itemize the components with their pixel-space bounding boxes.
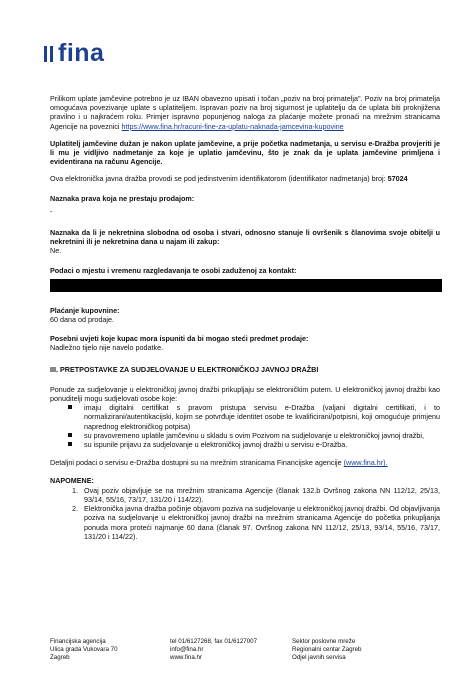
footer-website[interactable]: www.fina.hr (170, 654, 202, 661)
list-item: imaju digitalni certifikat s pravom pristupa servisu e-Dražba (valjani digitalni certifikati, i to normalizirani/autentikacijski, kojim se potvrđuje identitet osobe te kvalificirani/potpisni, koji omogućuje primjenu naprednog elektroničkog potpisa) (68, 403, 440, 431)
warning-paragraph: Uplatitelj jamčevine dužan je nakon uplate jamčevine, a prije početka nadmetanja, u servisu e-Dražba provjeriti je li mu je vidljivo nadmetanje za koje je uplatio jamčevinu, što je znak da je uplata jamčevine primljena i evidentirana na računu Agencije. (50, 138, 440, 167)
square-bullet-icon (68, 405, 72, 409)
payment-value: 60 dana od prodaje. (50, 315, 114, 325)
notes-heading: NAPOMENE: (50, 476, 94, 486)
requirements-list (50, 403, 440, 449)
conditions-label: Posebni uvjeti koje kupac mora ispuniti da bi mogao steći predmet prodaje: (50, 334, 309, 344)
details-link[interactable]: (www.fina.hr). (343, 458, 388, 468)
footer-contact: tel 01/6127268, fax 01/6127007 info@fina.hr www.fina.hr (170, 638, 258, 661)
payment-label: Plaćanje kupovnine: (50, 305, 120, 315)
occupancy-label: Naznaka da li je nekretnina slobodna od osoba i stvari, odnosno stanuje li ovršenik s članovima svoje obitelji u nekretnini ili je nekretnina dana u najam ili zakup: (50, 228, 440, 247)
details-paragraph (50, 458, 440, 467)
footer-email[interactable]: info@fina.hr (170, 646, 204, 653)
square-bullet-icon (68, 433, 72, 437)
rights-label: Naznaka prava koja ne prestaju prodajom: (50, 193, 195, 203)
document-body (50, 94, 440, 541)
details-text: Detaljni podaci o servisu e-Dražba dostupni su na mrežnim stranicama Financijske agencije (50, 458, 342, 468)
conditions-value: Nadležno tijelo nije navelo podatke. (50, 343, 164, 353)
rights-value: - (50, 206, 53, 216)
identifier-paragraph (50, 174, 440, 183)
footer-department: Sektor poslovne mreže Regionalni centar Zagreb Odjel javnih servisa (292, 638, 362, 661)
intro-paragraph (50, 94, 440, 131)
notes-list (50, 486, 440, 541)
intro-text: Prilikom uplate jamčevine potrebno je uz IBAN obavezno upisati i točan „poziv na broj primatelja". Poziv na broj primatelja omogućava povezivanje uplate s uplatiteljem. Ispravan poziv na broj sigurnost je uplatitelju da će uplata biti proknjižena pravilno i u najkraćem roku. Primjer ispravno popunjenog naloga za plaćanje možete pronaći na mrežnim stranicama Agencije na poveznici (50, 94, 440, 131)
list-item: su ispunile prijavu za sudjelovanje u elektroničkoj javnoj dražbi u servisu e-Dražba. (68, 440, 440, 449)
identifier-number: 57024 (387, 174, 408, 184)
section3-intro: Ponude za sudjelovanje u elektroničkoj javnoj dražbi prikupljaju se elektroničkim putem. U elektroničkoj javnoj dražbi kao ponuditelji mogu sudjelovati osobe koje: (50, 384, 440, 404)
viewing-label: Podaci o mjestu i vremenu razgledavanja te osobi zaduženoj za kontakt: (50, 265, 297, 275)
intro-link[interactable]: https://www.fina.hr/racuni-fine-za-uplatu-naknada-jamcevina-kupovine (121, 121, 344, 131)
list-item: su pravovremeno uplatile jamčevinu u skladu s ovim Pozivom na sudjelovanje u elektroničkoj javnoj dražbi, (68, 431, 440, 440)
occupancy-value: Ne. (50, 246, 62, 256)
identifier-text: Ova elektronička javna dražba provodi se pod jedinstvenim identifikatorom (identifikator nadmetanja) broj: (50, 174, 386, 184)
section3-heading: III. PRETPOSTAVKE ZA SUDJELOVANJE U ELEKTRONIČKOJ JAVNOJ DRAŽBI (50, 364, 319, 374)
footer-address: Financijska agencija Ulica grada Vukovara 70 Zagreb (50, 638, 118, 661)
square-bullet-icon (68, 442, 72, 446)
list-item: 2. Elektronička javna dražba počinje objavom poziva na sudjelovanje u elektroničkoj javnoj dražbi. Od objavljivanja poziva na sudjelovanje u elektroničkoj javnoj dražbi na mrežnim stranicama Agencije do početka prikupljanja ponuda mora proteći najmanje 60 dana (članak 97. Ovršnog zakona NN 112/12, 25/13, 93/14, 55/16, 73/17, 131/20 i 114/22). (80, 504, 440, 541)
fina-logo (44, 40, 104, 66)
list-item: 1. Ovaj poziv objavljuje se na mrežnim stranicama Agencije (članak 132.b Ovršnog zakona NN 112/12, 25/13, 93/14, 55/16, 73/17, 131/20 i 114/22). (80, 486, 440, 504)
logo-bars-icon (44, 44, 53, 62)
redacted-block (50, 279, 442, 292)
logo-wordmark: fina (58, 39, 105, 67)
